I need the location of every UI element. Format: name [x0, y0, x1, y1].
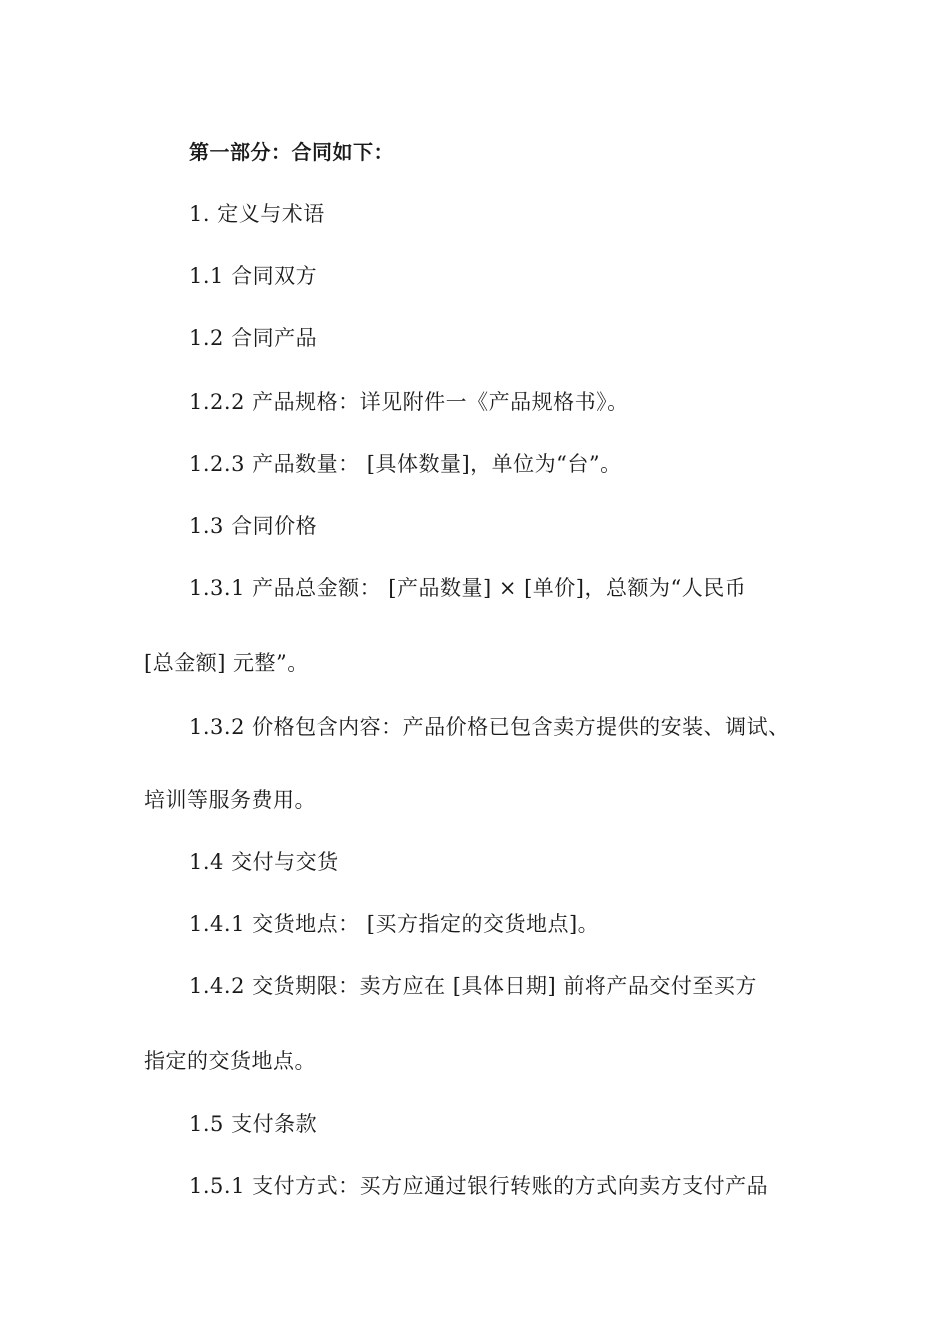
clause-1-4-2: 1.4.2 交货期限：卖方应在 [具体日期] 前将产品交付至买方 [189, 974, 757, 998]
clause-1-3-2: 1.3.2 价格包含内容：产品价格已包含卖方提供的安装、调试、 [189, 715, 790, 739]
clause-1-5: 1.5 支付条款 [189, 1112, 318, 1136]
clause-1-1: 1.1 合同双方 [189, 264, 318, 288]
clause-1-2-3: 1.2.3 产品数量： [具体数量]，单位为“台”。 [189, 452, 622, 476]
section-heading: 第一部分：合同如下： [189, 140, 394, 164]
clause-1-3-1-cont: [总金额] 元整”。 [144, 651, 309, 675]
clause-1-4-2-cont: 指定的交货地点。 [144, 1049, 316, 1073]
clause-1-3: 1.3 合同价格 [189, 514, 318, 538]
clause-1-3-2-cont: 培训等服务费用。 [144, 788, 316, 812]
clause-1: 1. 定义与术语 [189, 202, 325, 226]
clause-1-3-1: 1.3.1 产品总金额： [产品数量] × [单价]，总额为“人民币 [189, 576, 747, 600]
clause-1-2-2: 1.2.2 产品规格：详见附件一《产品规格书》。 [189, 390, 629, 414]
clause-1-4: 1.4 交付与交货 [189, 850, 339, 874]
clause-1-4-1: 1.4.1 交货地点： [买方指定的交货地点]。 [189, 912, 600, 936]
clause-1-2: 1.2 合同产品 [189, 326, 318, 350]
clause-1-5-1: 1.5.1 支付方式：买方应通过银行转账的方式向卖方支付产品 [189, 1174, 769, 1198]
